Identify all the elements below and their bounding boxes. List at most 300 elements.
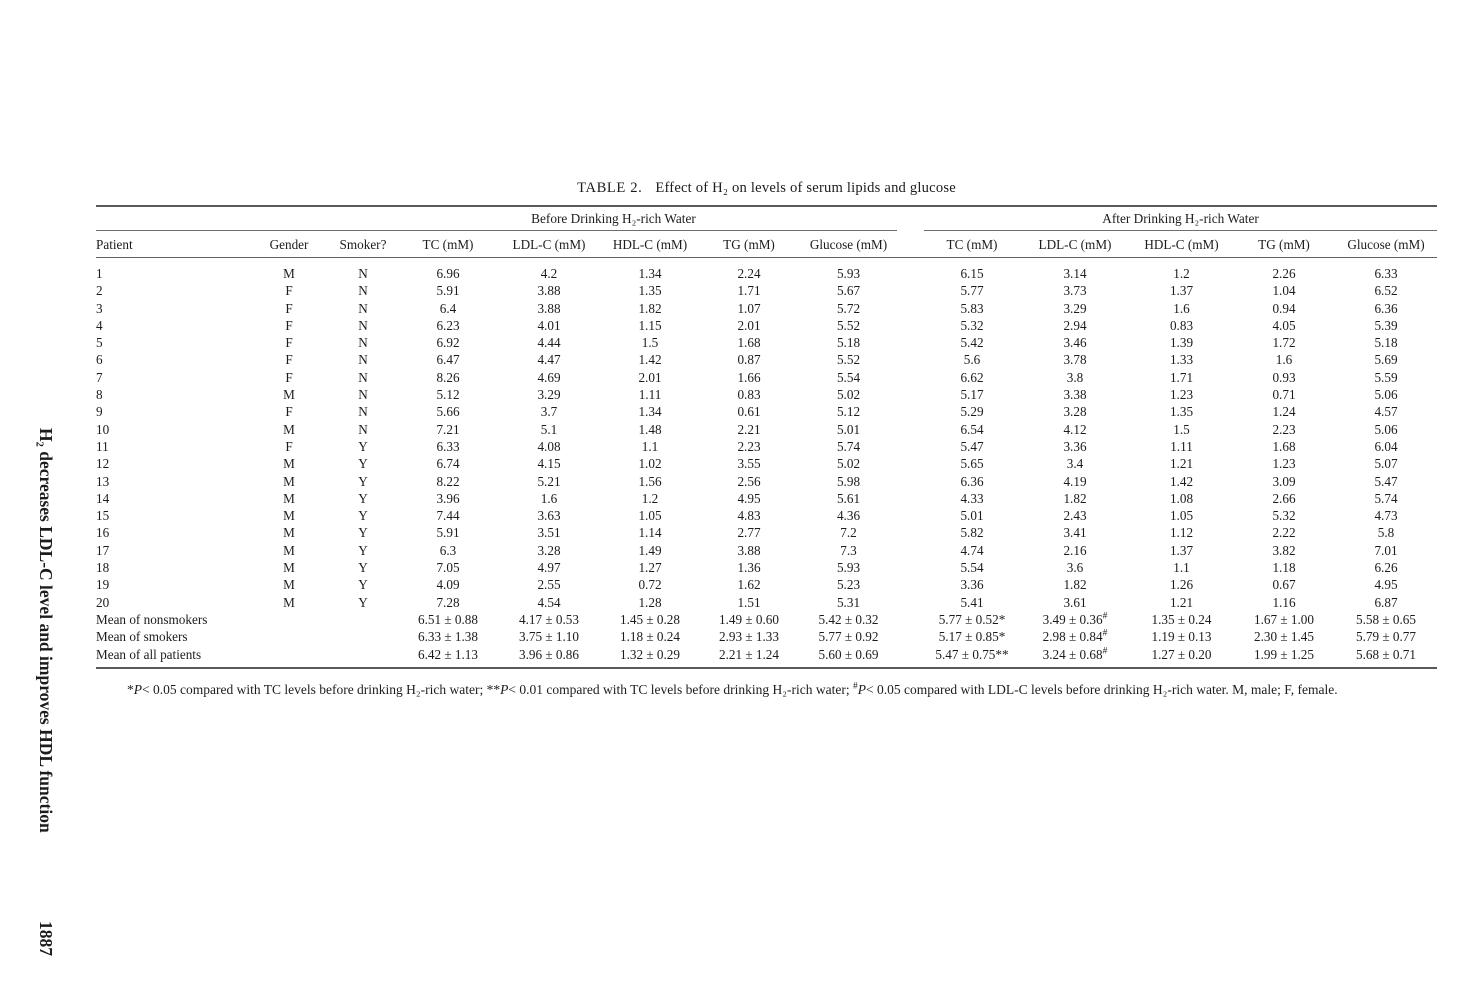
before-value-cell: 1.51 xyxy=(737,594,761,610)
after-value-cell: 4.05 xyxy=(1272,317,1296,333)
gap-cell xyxy=(897,473,924,490)
before-value-cell: 3.51 xyxy=(537,525,561,541)
before-value-cell: 5.1 xyxy=(540,421,558,437)
after-value-cell: 6.15 xyxy=(960,266,984,281)
summary-label-cell: Mean of all patients xyxy=(96,646,202,662)
before-value-cell: 1.71 xyxy=(737,283,761,299)
patient-cell: 18 xyxy=(96,560,110,576)
after-value-cell: 5.42 xyxy=(960,335,984,351)
smoker-cell: Y xyxy=(358,560,368,576)
before-mean-cell: 5.42 ± 0.32 xyxy=(818,611,879,627)
after-value-cell: 5.6 xyxy=(963,352,981,368)
patient-cell: 13 xyxy=(96,473,110,489)
smoker-cell: N xyxy=(358,369,368,385)
patient-row xyxy=(96,403,1437,420)
column-header-after: LDL-C (mM) xyxy=(1020,231,1130,258)
gap-cell xyxy=(897,646,924,668)
before-value-cell: 4.15 xyxy=(537,456,561,472)
smoker-cell: Y xyxy=(358,456,368,472)
gap-cell xyxy=(897,403,924,420)
column-header-before: TC (mM) xyxy=(400,231,496,258)
after-value-cell: 2.22 xyxy=(1272,525,1296,541)
smoker-cell: Y xyxy=(358,438,368,454)
after-value-cell: 5.06 xyxy=(1374,421,1398,437)
before-value-cell: 0.61 xyxy=(737,404,761,420)
after-mean-cell: 2.30 ± 1.45 xyxy=(1254,629,1314,645)
before-value-cell: 4.08 xyxy=(537,438,561,454)
gap-cell xyxy=(897,258,924,283)
after-value-cell: 1.1 xyxy=(1173,560,1190,576)
before-mean-cell: 5.77 ± 0.92 xyxy=(818,629,879,645)
before-mean-cell: 1.49 ± 0.60 xyxy=(719,611,779,627)
gender-cell: M xyxy=(283,266,295,281)
patient-row xyxy=(96,421,1437,438)
gender-cell: F xyxy=(285,317,293,333)
before-value-cell: 1.11 xyxy=(638,387,662,403)
table-footnote xyxy=(96,681,1437,699)
before-value-cell: 5.52 xyxy=(836,317,861,333)
after-value-cell: 1.37 xyxy=(1169,283,1194,299)
after-value-cell: 1.5 xyxy=(1173,421,1190,437)
column-header-before: TG (mM) xyxy=(698,231,800,258)
after-value-cell: 5.39 xyxy=(1374,317,1398,333)
after-mean-cell: 2.98 ± 0.84# xyxy=(1042,628,1108,645)
before-value-cell: 3.55 xyxy=(737,456,761,472)
after-value-cell: 1.2 xyxy=(1173,266,1190,281)
before-value-cell: 1.62 xyxy=(737,577,761,593)
after-value-cell: 1.12 xyxy=(1169,525,1194,541)
patient-cell: 10 xyxy=(96,421,110,437)
after-value-cell: 6.36 xyxy=(960,473,984,489)
patient-row xyxy=(96,438,1437,455)
patient-cell: 4 xyxy=(96,317,103,333)
before-value-cell: 8.22 xyxy=(436,473,460,489)
patient-row xyxy=(96,576,1437,593)
before-value-cell: 0.72 xyxy=(638,577,662,593)
before-value-cell: 1.07 xyxy=(737,300,761,316)
before-value-cell: 5.54 xyxy=(836,369,861,385)
after-value-cell: 3.6 xyxy=(1066,560,1084,576)
after-value-cell: 5.32 xyxy=(1272,508,1296,524)
before-value-cell: 1.05 xyxy=(638,508,662,524)
after-value-cell: 3.38 xyxy=(1063,387,1087,403)
after-mean-cell: 5.58 ± 0.65 xyxy=(1356,611,1416,627)
group-header-after: After Drinking H₂-rich Water xyxy=(924,206,1437,231)
gap-cell xyxy=(897,542,924,559)
after-value-cell: 5.01 xyxy=(960,508,984,524)
before-value-cell: 4.95 xyxy=(737,490,761,506)
after-value-cell: 3.09 xyxy=(1272,473,1296,489)
before-value-cell: 5.93 xyxy=(836,266,861,281)
before-value-cell: 3.63 xyxy=(537,508,561,524)
after-value-cell: 3.28 xyxy=(1063,404,1087,420)
after-mean-cell: 1.67 ± 1.00 xyxy=(1254,611,1314,627)
smoker-cell: N xyxy=(358,266,368,281)
serum-lipids-table xyxy=(96,205,1437,669)
column-header-before: HDL-C (mM) xyxy=(602,231,698,258)
gap-cell xyxy=(897,317,924,334)
patient-row xyxy=(96,282,1437,299)
after-value-cell: 7.01 xyxy=(1374,542,1398,558)
gap-cell xyxy=(897,455,924,472)
gender-cell: F xyxy=(285,404,293,420)
before-value-cell: 3.88 xyxy=(537,300,561,316)
column-header-before: LDL-C (mM) xyxy=(496,231,602,258)
after-value-cell: 1.11 xyxy=(1170,438,1193,454)
after-value-cell: 3.82 xyxy=(1272,542,1296,558)
patient-row xyxy=(96,542,1437,559)
before-value-cell: 5.67 xyxy=(836,283,861,299)
after-value-cell: 5.17 xyxy=(960,387,984,403)
patient-row xyxy=(96,490,1437,507)
before-value-cell: 5.98 xyxy=(836,473,861,489)
before-mean-cell: 2.21 ± 1.24 xyxy=(719,646,779,662)
after-value-cell: 5.32 xyxy=(960,317,984,333)
after-value-cell: 1.05 xyxy=(1169,508,1194,524)
after-value-cell: 6.52 xyxy=(1374,283,1398,299)
before-value-cell: 3.29 xyxy=(537,387,561,403)
before-mean-cell: 3.75 ± 1.10 xyxy=(519,629,579,645)
before-value-cell: 1.27 xyxy=(638,560,662,576)
smoker-cell: Y xyxy=(358,594,368,610)
gender-cell: M xyxy=(283,577,295,593)
before-mean-cell: 6.51 ± 0.88 xyxy=(418,611,478,627)
after-value-cell: 2.16 xyxy=(1063,542,1087,558)
before-mean-cell: 2.93 ± 1.33 xyxy=(719,629,779,645)
summary-row xyxy=(96,628,1437,645)
before-value-cell: 2.55 xyxy=(537,577,561,593)
group-header-row xyxy=(96,206,1437,231)
after-value-cell: 3.73 xyxy=(1063,283,1087,299)
after-value-cell: 6.26 xyxy=(1374,560,1398,576)
before-value-cell: 5.31 xyxy=(836,594,861,610)
smoker-cell: N xyxy=(358,387,368,403)
patient-row xyxy=(96,559,1437,576)
patient-cell: 5 xyxy=(96,335,103,351)
after-value-cell: 6.54 xyxy=(960,421,984,437)
footnote-text: P xyxy=(133,681,142,697)
table-body xyxy=(96,258,1437,668)
summary-label-cell: Mean of nonsmokers xyxy=(96,611,208,627)
before-value-cell: 7.3 xyxy=(840,542,857,558)
patient-cell: 17 xyxy=(96,542,110,558)
gap-cell xyxy=(897,559,924,576)
before-mean-cell: 6.42 ± 1.13 xyxy=(418,646,478,662)
gap-cell xyxy=(897,524,924,541)
after-value-cell: 3.36 xyxy=(1063,438,1087,454)
gender-cell: M xyxy=(283,508,295,524)
smoker-cell: Y xyxy=(358,577,368,593)
after-value-cell: 1.42 xyxy=(1169,473,1194,489)
smoker-cell: Y xyxy=(358,473,368,489)
before-value-cell: 5.91 xyxy=(436,283,460,299)
footnote-text: < 0.01 compared with TC levels before drinking H₂-rich water; xyxy=(508,681,853,697)
after-value-cell: 5.47 xyxy=(960,438,984,454)
after-value-cell: 5.83 xyxy=(960,300,984,316)
before-value-cell: 1.34 xyxy=(638,266,662,281)
after-value-cell: 5.06 xyxy=(1374,387,1398,403)
before-value-cell: 4.83 xyxy=(737,508,761,524)
before-value-cell: 1.5 xyxy=(641,335,659,351)
before-mean-cell: 1.32 ± 0.29 xyxy=(620,646,680,662)
before-value-cell: 7.05 xyxy=(436,560,460,576)
after-value-cell: 1.6 xyxy=(1173,300,1190,316)
before-value-cell: 5.12 xyxy=(436,387,460,403)
smoker-cell: N xyxy=(358,404,368,420)
patient-row xyxy=(96,351,1437,368)
after-value-cell: 3.41 xyxy=(1063,525,1087,541)
patient-row xyxy=(96,258,1437,283)
gap-cell xyxy=(897,386,924,403)
patient-cell: 11 xyxy=(96,438,109,454)
after-value-cell: 4.33 xyxy=(960,490,984,506)
after-value-cell: 4.57 xyxy=(1374,404,1398,420)
after-value-cell: 5.77 xyxy=(960,283,984,299)
gender-cell: F xyxy=(285,438,293,454)
footnote-text: P xyxy=(857,681,866,697)
stub-spanner xyxy=(96,206,400,231)
after-value-cell: 3.78 xyxy=(1063,352,1087,368)
before-value-cell: 8.26 xyxy=(436,369,460,385)
gap-cell xyxy=(897,594,924,611)
gap-cell xyxy=(897,507,924,524)
column-header: Gender xyxy=(252,231,326,258)
gap-cell xyxy=(897,334,924,351)
gap-cell xyxy=(897,576,924,593)
before-value-cell: 0.87 xyxy=(737,352,761,368)
after-value-cell: 3.14 xyxy=(1063,266,1087,281)
before-value-cell: 5.61 xyxy=(836,490,861,506)
summary-row xyxy=(96,611,1437,628)
before-value-cell: 5.91 xyxy=(436,525,460,541)
smoker-cell: Y xyxy=(358,542,368,558)
after-value-cell: 4.95 xyxy=(1374,577,1398,593)
smoker-cell: N xyxy=(358,335,368,351)
before-value-cell: 1.34 xyxy=(638,404,662,420)
after-value-cell: 6.04 xyxy=(1374,438,1398,454)
after-mean-cell: 1.27 ± 0.20 xyxy=(1151,646,1212,662)
gender-cell: M xyxy=(283,594,295,610)
significance-marker: # xyxy=(1102,646,1108,657)
before-value-cell: 2.77 xyxy=(737,525,761,541)
after-value-cell: 3.4 xyxy=(1066,456,1084,472)
before-value-cell: 6.33 xyxy=(436,438,460,454)
after-value-cell: 1.26 xyxy=(1169,577,1194,593)
before-value-cell: 3.88 xyxy=(737,542,761,558)
before-value-cell: 4.36 xyxy=(836,508,861,524)
after-value-cell: 1.82 xyxy=(1063,577,1087,593)
table-caption-title: Effect of H₂ on levels of serum lipids and glucose xyxy=(655,180,956,196)
gender-cell: F xyxy=(285,335,293,351)
after-value-cell: 1.08 xyxy=(1169,490,1194,506)
after-value-cell: 1.6 xyxy=(1275,352,1293,368)
before-value-cell: 5.01 xyxy=(836,421,861,437)
column-header: Patient xyxy=(96,231,252,258)
after-value-cell: 5.18 xyxy=(1374,335,1398,351)
column-header: Smoker? xyxy=(326,231,400,258)
after-mean-cell: 5.79 ± 0.77 xyxy=(1356,629,1416,645)
side-strip xyxy=(30,428,56,956)
patient-row xyxy=(96,386,1437,403)
patient-cell: 7 xyxy=(96,369,103,385)
gap-cell xyxy=(897,282,924,299)
after-value-cell: 5.54 xyxy=(960,560,984,576)
before-value-cell: 5.02 xyxy=(836,387,861,403)
before-value-cell: 6.4 xyxy=(439,300,457,316)
patient-cell: 16 xyxy=(96,525,110,541)
footnote-text: * xyxy=(127,681,134,697)
smoker-cell: N xyxy=(358,300,368,316)
patient-cell: 15 xyxy=(96,508,110,524)
gender-cell: M xyxy=(283,490,295,506)
after-value-cell: 1.39 xyxy=(1169,335,1194,351)
after-value-cell: 1.21 xyxy=(1169,594,1194,610)
column-header-after: Glucose (mM) xyxy=(1335,231,1437,258)
smoker-cell: N xyxy=(358,421,368,437)
before-mean-cell: 5.60 ± 0.69 xyxy=(818,646,879,662)
before-value-cell: 2.56 xyxy=(737,473,761,489)
page-main xyxy=(96,180,1437,699)
after-value-cell: 0.67 xyxy=(1272,577,1296,593)
after-value-cell: 6.33 xyxy=(1374,266,1398,281)
column-header-after: TC (mM) xyxy=(924,231,1020,258)
patient-cell: 6 xyxy=(96,352,103,368)
gap-cell xyxy=(897,369,924,386)
before-value-cell: 7.21 xyxy=(436,421,460,437)
after-value-cell: 1.24 xyxy=(1272,404,1296,420)
gap-cell xyxy=(897,421,924,438)
before-value-cell: 3.28 xyxy=(537,542,561,558)
before-value-cell: 5.18 xyxy=(836,335,861,351)
after-value-cell: 6.36 xyxy=(1374,300,1398,316)
before-value-cell: 6.96 xyxy=(436,266,460,281)
before-value-cell: 6.74 xyxy=(436,456,460,472)
before-value-cell: 5.74 xyxy=(836,438,861,454)
before-value-cell: 6.3 xyxy=(439,542,457,558)
before-value-cell: 1.14 xyxy=(638,525,662,541)
footnote-text: < 0.05 compared with TC levels before drinking H₂-rich water; ** xyxy=(142,681,501,697)
before-value-cell: 1.42 xyxy=(638,352,662,368)
patient-cell: 2 xyxy=(96,283,103,299)
after-value-cell: 6.62 xyxy=(960,369,984,385)
footnote-text: < 0.05 compared with LDL-C levels before drinking H₂-rich water. M, male; F, female. xyxy=(865,681,1338,697)
before-value-cell: 1.66 xyxy=(737,369,761,385)
before-value-cell: 1.1 xyxy=(641,438,659,454)
summary-row xyxy=(96,646,1437,668)
smoker-cell: Y xyxy=(358,508,368,524)
after-value-cell: 0.83 xyxy=(1169,317,1194,333)
before-value-cell: 1.6 xyxy=(540,490,558,506)
after-value-cell: 2.23 xyxy=(1272,421,1296,437)
gender-cell: M xyxy=(283,542,295,558)
gender-cell: F xyxy=(285,300,293,316)
gap-cell xyxy=(897,611,924,628)
after-mean-cell: 5.47 ± 0.75** xyxy=(935,646,1009,662)
after-value-cell: 1.18 xyxy=(1272,560,1296,576)
after-value-cell: 4.73 xyxy=(1374,508,1398,524)
significance-marker: # xyxy=(1102,611,1108,622)
patient-row xyxy=(96,507,1437,524)
gender-cell: M xyxy=(283,473,295,489)
gap-cell xyxy=(897,300,924,317)
after-value-cell: 4.19 xyxy=(1063,473,1087,489)
column-header-before: Glucose (mM) xyxy=(800,231,897,258)
before-value-cell: 4.54 xyxy=(537,594,561,610)
after-value-cell: 2.43 xyxy=(1063,508,1087,524)
gender-cell: F xyxy=(285,369,293,385)
before-value-cell: 2.21 xyxy=(737,421,761,437)
before-value-cell: 5.52 xyxy=(836,352,861,368)
before-value-cell: 3.7 xyxy=(540,404,558,420)
after-value-cell: 1.33 xyxy=(1169,352,1194,368)
smoker-cell: Y xyxy=(358,525,368,541)
after-value-cell: 5.29 xyxy=(960,404,984,420)
patient-row xyxy=(96,369,1437,386)
before-value-cell: 3.88 xyxy=(537,283,561,299)
after-value-cell: 0.93 xyxy=(1272,369,1296,385)
before-value-cell: 1.15 xyxy=(638,317,662,333)
patient-row xyxy=(96,334,1437,351)
before-value-cell: 7.44 xyxy=(436,508,460,524)
before-value-cell: 4.97 xyxy=(537,560,561,576)
before-value-cell: 4.47 xyxy=(537,352,561,368)
footnote-text: P xyxy=(500,681,509,697)
after-mean-cell: 5.77 ± 0.52* xyxy=(938,611,1006,627)
before-value-cell: 1.36 xyxy=(737,560,761,576)
gender-cell: M xyxy=(283,456,295,472)
after-value-cell: 5.65 xyxy=(960,456,984,472)
patient-row xyxy=(96,317,1437,334)
after-value-cell: 1.68 xyxy=(1272,438,1296,454)
after-value-cell: 5.82 xyxy=(960,525,984,541)
group-header-before: Before Drinking H₂-rich Water xyxy=(400,206,897,231)
before-value-cell: 7.28 xyxy=(436,594,460,610)
patient-cell: 14 xyxy=(96,490,110,506)
smoker-cell: N xyxy=(358,352,368,368)
smoker-cell: N xyxy=(358,317,368,333)
table-caption-label: TABLE 2. xyxy=(577,180,643,196)
gender-cell: M xyxy=(283,560,295,576)
significance-marker: # xyxy=(1102,628,1108,639)
after-value-cell: 5.59 xyxy=(1374,369,1398,385)
before-value-cell: 6.92 xyxy=(436,335,460,351)
after-value-cell: 1.16 xyxy=(1272,594,1296,610)
patient-cell: 20 xyxy=(96,594,110,610)
before-value-cell: 6.47 xyxy=(436,352,460,368)
before-value-cell: 4.69 xyxy=(537,369,561,385)
before-mean-cell: 3.96 ± 0.86 xyxy=(519,646,579,662)
after-value-cell: 5.07 xyxy=(1374,456,1398,472)
after-value-cell: 2.26 xyxy=(1272,266,1296,281)
after-value-cell: 2.94 xyxy=(1063,317,1087,333)
patient-cell: 3 xyxy=(96,300,103,316)
after-value-cell: 1.72 xyxy=(1272,335,1296,351)
before-value-cell: 4.09 xyxy=(436,577,460,593)
after-mean-cell: 3.24 ± 0.68# xyxy=(1042,646,1108,662)
before-value-cell: 1.68 xyxy=(737,335,761,351)
after-value-cell: 3.36 xyxy=(960,577,984,593)
after-value-cell: 0.94 xyxy=(1272,300,1296,316)
column-header-row xyxy=(96,231,1437,258)
after-value-cell: 1.04 xyxy=(1272,283,1296,299)
patient-cell: 12 xyxy=(96,456,110,472)
after-mean-cell: 1.35 ± 0.24 xyxy=(1151,611,1212,627)
patient-cell: 8 xyxy=(96,387,103,403)
after-value-cell: 1.37 xyxy=(1169,542,1194,558)
before-value-cell: 1.28 xyxy=(638,594,662,610)
after-mean-cell: 3.49 ± 0.36# xyxy=(1042,611,1108,627)
before-value-cell: 5.12 xyxy=(836,404,861,420)
